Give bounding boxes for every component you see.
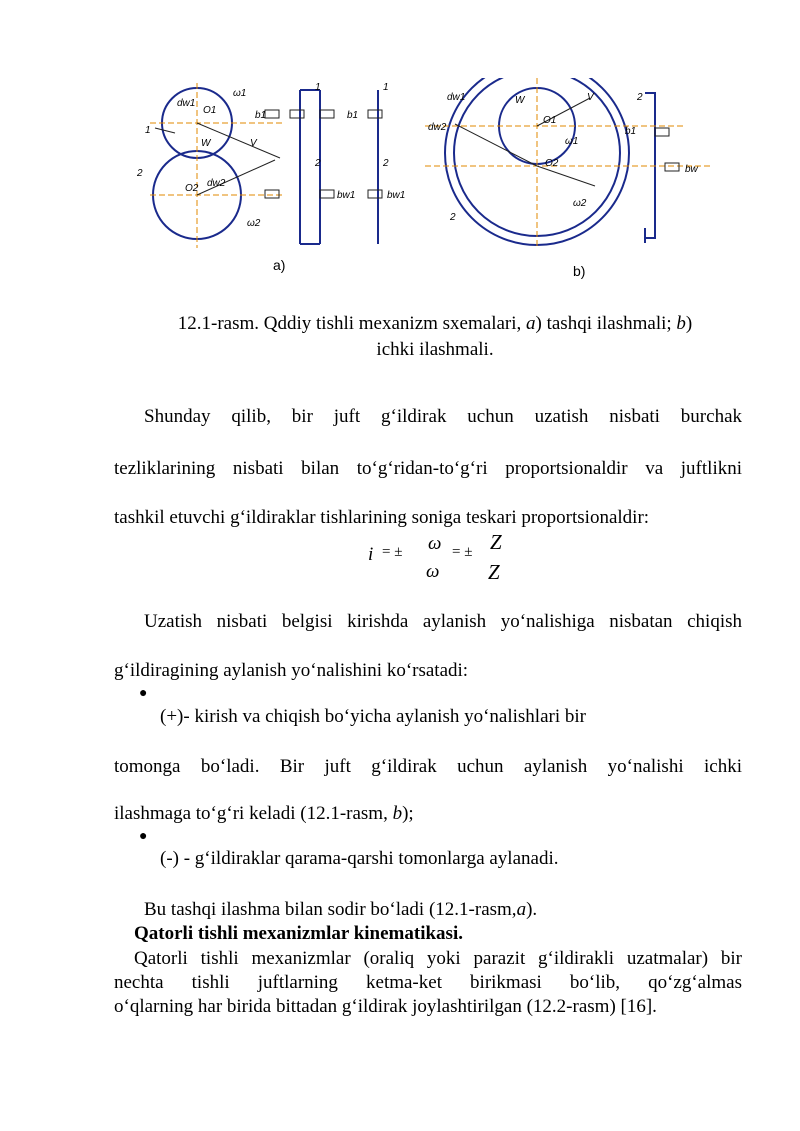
fig-b-omega1: ω1 xyxy=(565,136,579,147)
fig-label-b: b) xyxy=(573,263,586,279)
formula-omega-bot: ω xyxy=(426,561,440,582)
fig-a-side-mid: 2 xyxy=(315,158,321,169)
fig-b-n2: 2 xyxy=(450,212,456,223)
fig-a-side-b1b: b1 xyxy=(347,110,359,121)
fig-a-side-n1b: 1 xyxy=(383,82,389,93)
item2-line1: (-) - g‘ildiraklar qarama-qarshi tomonlarga aylanadi. xyxy=(160,848,559,869)
fig-a-omega1: ω1 xyxy=(233,88,247,99)
fig-label-a: a) xyxy=(273,257,286,273)
gear-mechanism-figure xyxy=(125,78,750,288)
fig-a-side-b1: b1 xyxy=(255,110,267,121)
fig-a-side-n2b: 2 xyxy=(383,158,389,169)
para2-line1: Uzatish nisbati belgisi kirishda aylanish yo‘nalishiga nisbatan chiqish xyxy=(144,611,742,632)
fig-a-v: V xyxy=(250,138,257,149)
item1-line2: tomonga bo‘ladi. Bir juft g‘ildirak uchun aylanish yo‘nalishi ichki xyxy=(114,756,742,777)
fig-b-dw1: dw1 xyxy=(447,92,466,103)
para2-line2: g‘ildiragining aylanish yo‘nalishini ko‘rsatadi: xyxy=(114,660,469,681)
fig-a-o1: O1 xyxy=(203,105,217,116)
fig-b-w: W xyxy=(515,95,525,106)
formula-eq1: = ± xyxy=(382,544,403,560)
fig-a-dw2: dw2 xyxy=(207,178,226,189)
fig-b-bw: bw xyxy=(685,164,698,175)
fig-b-n2r: 2 xyxy=(637,92,643,103)
caption-line-2: ichki ilashmali. xyxy=(376,339,494,360)
fig-a-dw1: dw1 xyxy=(177,98,196,109)
formula-eq2: = ± xyxy=(452,544,473,560)
fig-a-side-top: 1 xyxy=(315,82,321,93)
fig-a-side-bw1b: bw1 xyxy=(387,190,406,201)
fig-b-o1: O1 xyxy=(543,115,557,126)
fig-a-side-bw1: bw1 xyxy=(337,190,356,201)
para1-line2: tezliklarining nisbati bilan to‘g‘ridan-to‘g‘ri proportsionaldir va juftlikni xyxy=(114,458,742,479)
figure-caption xyxy=(110,311,760,363)
item1-line1: (+)- kirish va chiqish bo‘yicha aylanish yo‘nalishlari bir xyxy=(160,706,586,727)
ratio-formula xyxy=(368,530,508,584)
fig-b-omega2: ω2 xyxy=(573,198,587,209)
para4-line3: o‘qlarning har birida bittadan g‘ildirak joylashtirilgan (12.2-rasm) [16]. xyxy=(114,996,657,1017)
para4-line1: Qatorli tishli mexanizmlar (oraliq yoki parazit g‘ildirakli uzatmalar) bir xyxy=(134,948,742,969)
bullet-2: ● xyxy=(139,829,148,844)
fig-b-dw2: dw2 xyxy=(428,122,447,133)
fig-b-v: V xyxy=(587,92,594,103)
fig-a-w: W xyxy=(201,138,211,149)
formula-z-top: Z xyxy=(490,530,502,554)
item1-line3: ilashmaga to‘g‘ri keladi (12.1-rasm, b); xyxy=(114,803,414,824)
fig-a-n1: 1 xyxy=(145,125,151,136)
para1-line1: Shunday qilib, bir juft g‘ildirak uchun uzatish nisbati burchak xyxy=(144,406,742,427)
para3: Bu tashqi ilashma bilan sodir bo‘ladi (12.1-rasm,a). xyxy=(144,899,538,920)
caption-line-1: 12.1-rasm. Qddiy tishli mexanizm sxemalari, a) tashqi ilashmali; b) xyxy=(177,313,693,334)
formula-z-bot: Z xyxy=(488,560,500,584)
fig-b-o2: O2 xyxy=(545,158,559,169)
para1-line3: tashkil etuvchi g‘ildiraklar tishlarining soniga teskari proportsionaldir: xyxy=(114,507,650,528)
para4-line2: nechta tishli juftlarning ketma-ket birikmasi bo‘lib, qo‘zg‘almas xyxy=(114,972,742,993)
section-heading: Qatorli tishli mexanizmlar kinematikasi. xyxy=(134,923,463,944)
fig-a-omega2: ω2 xyxy=(247,218,261,229)
formula-i: i xyxy=(368,544,374,565)
fig-a-n2: 2 xyxy=(137,168,143,179)
formula-omega-top: ω xyxy=(428,533,442,554)
fig-b-b1: b1 xyxy=(625,126,637,137)
bullet-1: ● xyxy=(139,686,148,701)
fig-a-o2: O2 xyxy=(185,183,199,194)
